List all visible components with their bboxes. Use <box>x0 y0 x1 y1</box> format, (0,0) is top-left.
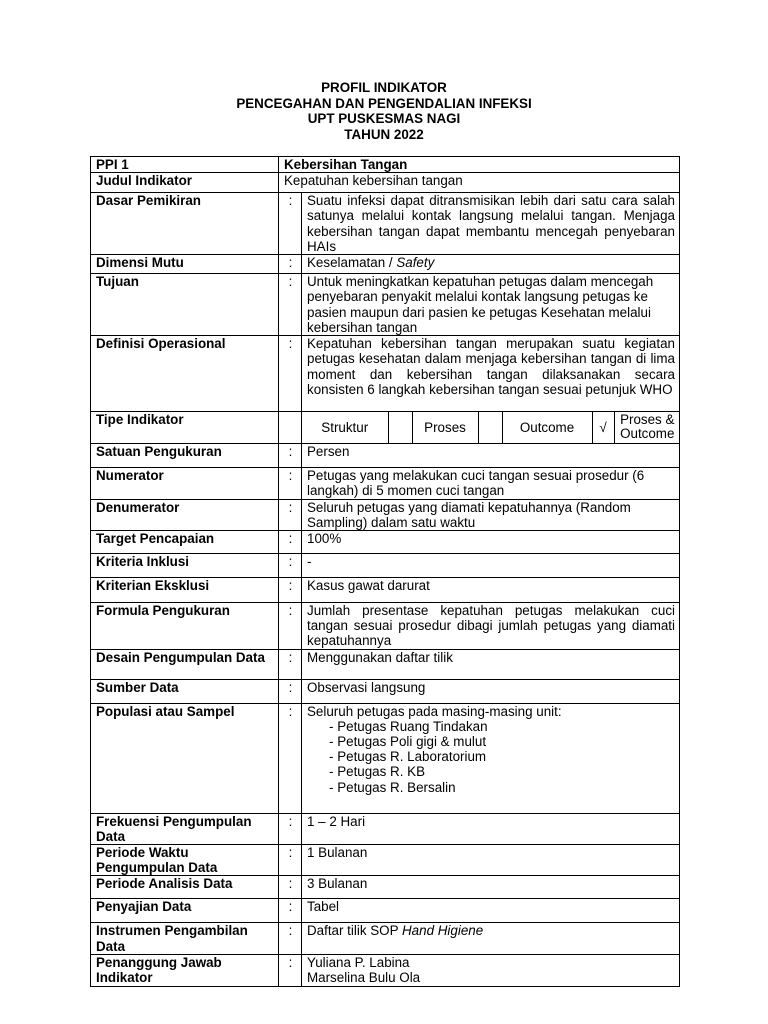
row-populasi-atau-sampel <box>91 703 680 813</box>
value-text: Daftar tilik SOP <box>307 923 403 939</box>
row-instrumen <box>91 923 680 954</box>
row-value: Jumlah presentase kepatuhan petugas melakukan cuci tangan sesuai prosedur dibagi jumlah petugas yang diamati kepatuhannya <box>302 603 680 650</box>
row-value <box>302 255 680 274</box>
row-desain-pengumpulan-data <box>91 649 680 679</box>
header-year: TAHUN 2022 <box>344 126 424 142</box>
row-label: Dimensi Mutu <box>91 255 279 274</box>
row-label: Target Pencapaian <box>91 531 279 554</box>
colon: : <box>279 876 302 899</box>
person-name: Marselina Bulu Ola <box>307 970 421 986</box>
colon: : <box>279 578 302 603</box>
row-value <box>302 923 680 954</box>
row-label: Satuan Pengukuran <box>91 444 279 468</box>
populasi-list <box>307 719 675 795</box>
colon: : <box>279 554 302 578</box>
row-periode-analisis <box>91 876 680 899</box>
colon: : <box>279 468 302 499</box>
row-kriteria-inklusi <box>91 554 680 578</box>
row-label: Penyajian Data <box>91 899 279 923</box>
row-value <box>302 954 680 986</box>
row-value: Tabel <box>302 899 680 923</box>
row-label: Kriterian Eksklusi <box>91 578 279 603</box>
row-value <box>302 703 680 813</box>
row-ppi <box>91 157 680 173</box>
row-value: Untuk meningkatkan kepatuhan petugas dalam mencegah penyebaran penyakit melalui kontak langsung petugas ke pasien maupun dari pasien ke petugas Kesehatan melalui kebersihan tangan <box>302 274 680 336</box>
colon: : <box>279 255 302 274</box>
colon: : <box>279 813 302 844</box>
row-denumerator <box>91 499 680 530</box>
tipe-options-grid <box>302 411 680 443</box>
colon: : <box>279 899 302 923</box>
row-label: Penanggung Jawab Indikator <box>91 954 279 986</box>
option-struktur: Struktur <box>302 411 388 443</box>
value-italic: Hand Higiene <box>402 923 484 939</box>
row-label: Periode Waktu Pengumpulan Data <box>91 845 279 876</box>
row-value: 1 Bulanan <box>302 845 680 876</box>
row-label: Frekuensi Pengumpulan Data <box>91 813 279 844</box>
row-value: - <box>302 554 680 578</box>
row-kriterian-eksklusi <box>91 578 680 603</box>
row-target-pencapaian <box>91 531 680 554</box>
list-item: - Petugas Ruang Tindakan <box>329 719 675 734</box>
row-value: Persen <box>302 444 680 468</box>
row-label: Populasi atau Sampel <box>91 703 279 813</box>
colon: : <box>279 499 302 530</box>
row-value: Petugas yang melakukan cuci tangan sesuai prosedur (6 langkah) di 5 momen cuci tangan <box>302 468 680 499</box>
row-periode-waktu <box>91 845 680 876</box>
row-label: Numerator <box>91 468 279 499</box>
value-italic: Safety <box>396 255 435 271</box>
option-outcome: Outcome <box>502 411 592 443</box>
colon: : <box>279 336 302 412</box>
colon: : <box>279 531 302 554</box>
colon: : <box>279 845 302 876</box>
row-dasar-pemikiran <box>91 193 680 255</box>
row-label: Sumber Data <box>91 679 279 703</box>
row-label: PPI 1 <box>91 157 279 173</box>
colon: : <box>279 274 302 336</box>
row-value: Kepatuhan kebersihan tangan <box>279 173 680 193</box>
row-formula-pengukuran <box>91 603 680 650</box>
row-value: 3 Bulanan <box>302 876 680 899</box>
row-value: Kasus gawat darurat <box>302 578 680 603</box>
option-proses: Proses <box>412 411 478 443</box>
row-label: Kriteria Inklusi <box>91 554 279 578</box>
row-value: 1 – 2 Hari <box>302 813 680 844</box>
row-label: Formula Pengukuran <box>91 603 279 650</box>
colon: : <box>279 603 302 650</box>
indicator-profile-table <box>90 156 680 987</box>
populasi-intro: Seluruh petugas pada masing-masing unit: <box>307 703 562 719</box>
row-value: Menggunakan daftar tilik <box>302 649 680 679</box>
row-value: Kebersihan Tangan <box>279 157 680 173</box>
document-header <box>0 80 768 142</box>
colon: : <box>279 679 302 703</box>
row-frekuensi <box>91 813 680 844</box>
option-proses-outcome: Proses & Outcome <box>614 411 680 443</box>
tipe-options <box>302 412 680 444</box>
colon: : <box>279 193 302 255</box>
colon: : <box>279 649 302 679</box>
row-label: Periode Analisis Data <box>91 876 279 899</box>
row-label: Desain Pengumpulan Data <box>91 649 279 679</box>
row-definisi-operasional <box>91 336 680 412</box>
row-value: Seluruh petugas yang diamati kepatuhannya (Random Sampling) dalam satu waktu <box>302 499 680 530</box>
row-label: Tipe Indikator <box>91 412 279 444</box>
list-item: - Petugas R. Laboratorium <box>329 749 675 764</box>
colon: : <box>279 954 302 986</box>
row-label: Instrumen Pengambilan Data <box>91 923 279 954</box>
checkmark-outcome: √ <box>592 411 614 443</box>
list-item: - Petugas Poli gigi & mulut <box>329 734 675 749</box>
row-label: Dasar Pemikiran <box>91 193 279 255</box>
header-subtitle: PENCEGAHAN DAN PENGENDALIAN INFEKSI <box>236 95 532 111</box>
row-judul-indikator <box>91 173 680 193</box>
row-label: Definisi Operasional <box>91 336 279 412</box>
colon: : <box>279 444 302 468</box>
row-label: Tujuan <box>91 274 279 336</box>
row-value: Kepatuhan kebersihan tangan merupakan suatu kegiatan petugas kesehatan dalam menjaga kebersihan tangan di lima moment dan kebersihan tangan dilaksanakan secara konsisten 6 langkah kebersihan tangan sesuai petunjuk WHO <box>302 336 680 412</box>
value-text: Keselamatan / <box>307 255 397 271</box>
row-sumber-data <box>91 679 680 703</box>
row-tipe-indikator <box>91 412 680 444</box>
row-tujuan <box>91 274 680 336</box>
list-item: - Petugas R. Bersalin <box>329 780 675 795</box>
list-item: - Petugas R. KB <box>329 764 675 779</box>
row-penyajian-data <box>91 899 680 923</box>
colon <box>279 412 302 444</box>
person-name: Yuliana P. Labina <box>307 954 410 970</box>
row-label: Denumerator <box>91 499 279 530</box>
row-value: Observasi langsung <box>302 679 680 703</box>
row-dimensi-mutu <box>91 255 680 274</box>
row-value: Suatu infeksi dapat ditransmisikan lebih dari satu cara salah satunya melalui kontak langsung melalui tangan. Menjaga kebersihan tangan dapat membantu mencegah penyebaran HAIs <box>302 193 680 255</box>
row-label: Judul Indikator <box>91 173 279 193</box>
row-value: 100% <box>302 531 680 554</box>
row-numerator <box>91 468 680 499</box>
colon: : <box>279 923 302 954</box>
row-satuan-pengukuran <box>91 444 680 468</box>
header-title: PROFIL INDIKATOR <box>321 80 447 95</box>
checkbox-proses <box>478 411 502 443</box>
header-organization: UPT PUSKESMAS NAGI <box>307 111 461 126</box>
colon: : <box>279 703 302 813</box>
checkbox-struktur <box>388 411 412 443</box>
row-penanggung-jawab <box>91 954 680 986</box>
